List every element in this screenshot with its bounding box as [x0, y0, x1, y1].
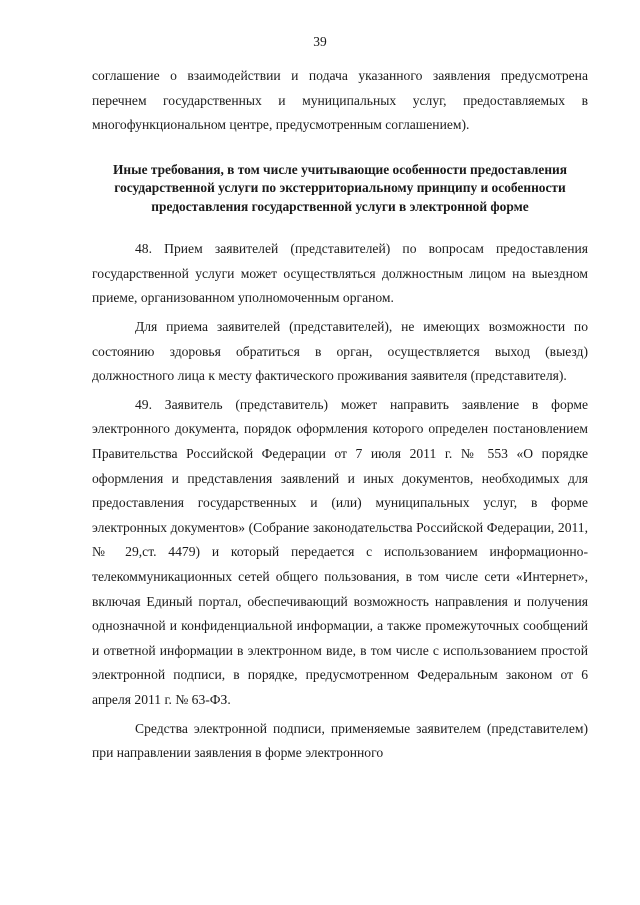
paragraph-49: 49. Заявитель (представитель) может направить заявление в форме электронного документа, порядок оформления которого определен постановлением Правительства Российской Федерации от 7 июля 2011 г. № 553 «О порядке оформления и представления заявлений и иных документов, необходимых для предоставления государственных и (или) муниципальных услуг, в форме электронных документов» (Собрание законодательства Российской Федерации, 2011, № 29,ст. 4479) и который передается с использованием информационно-телекоммуникационных сетей общего пользования, в том числе сети «Интернет», включая Единый портал, обеспечивающий возможность направления и получения однозначной и конфиденциальной информации, а также промежуточных сообщений и ответной информации в электронном виде, в том числе с использованием простой электронной подписи, в порядке, предусмотренном Федеральным законом от 6 апреля 2011 г. № 63-ФЗ.	[92, 396, 588, 707]
intro-paragraph: соглашение о взаимодействии и подача указанного заявления предусмотрена перечнем государственных и муниципальных услуг, предоставляемых в многофункциональном центре, предусмотренным соглашением).	[92, 68, 588, 133]
page-number: 39	[313, 34, 327, 49]
paragraph-48: 48. Прием заявителей (представителей) по вопросам предоставления государственной услуги может осуществляться должностным лицом на выездном приеме, организованном уполномоченным органом.	[92, 241, 588, 306]
section-heading: Иные требования, в том числе учитывающие особенности предоставления государственной услуги по экстерриториальному принципу и особенности предоставления государственной услуги в электронной форме	[112, 161, 568, 214]
paragraph-49-continued: Средства электронной подписи, применяемые заявителем (представителем) при направлении заявления в форме электронного	[92, 720, 588, 761]
page-body	[92, 64, 588, 766]
paragraph-48-continued: Для приема заявителей (представителей), не имеющих возможности по состоянию здоровья обратиться в орган, осуществляется выход (выезд) должностного лица к месту фактического проживания заявителя (представителя).	[92, 319, 588, 384]
